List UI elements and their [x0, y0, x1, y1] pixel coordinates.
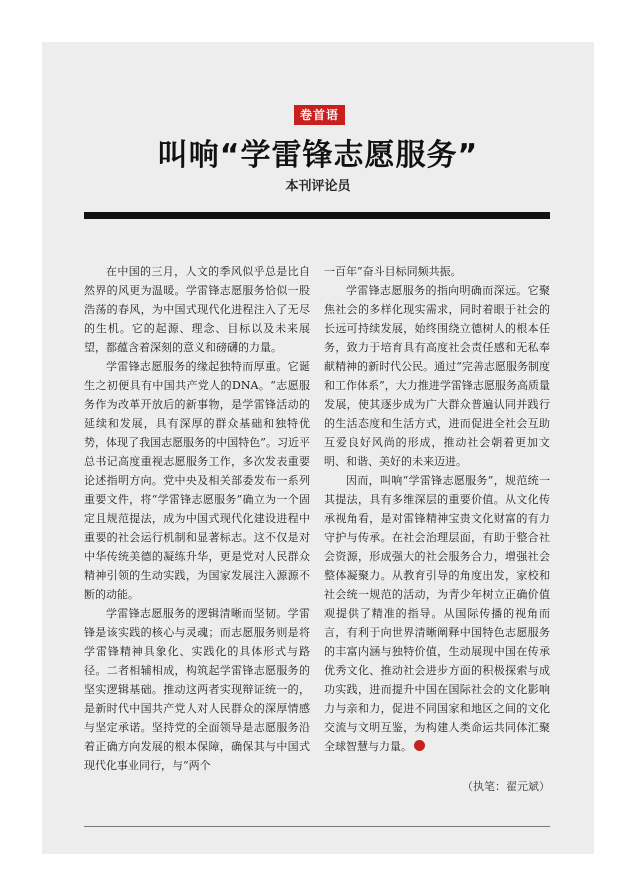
- paragraph-text: 因而，叫响“学雷锋志愿服务”，规范统一其提法，具有多维深层的重要价值。从文化传承视角看，是对雷锋精神宝贵文化财富的有力守护与传承。在社会治理层面，有助于整合社会资源，形成强大的社会服务合力，增强社会整体凝聚力。从教育引导的角度出发，家校和社会统一规范的活动，为青少年树立正确价值观提供了精准的指导。从国际传播的视角而言，有利于向世界清晰阐释中国特色志愿服务的丰富内涵与独特价值，生动展现中国在传承优秀文化、推动社会进步方面的积极探索与成功实践，进而提升中国在国际社会的文化影响力与亲和力，促进不同国家和地区之间的文化交流与文明互鉴，为构建人类命运共同体汇聚全球智慧与力量。: [324, 474, 550, 753]
- paragraph: 学雷锋志愿服务的指向明确而深远。它聚焦社会的多样化现实需求，同时着眼于社会的长远可持续发展，始终围绕立德树人的根本任务，致力于培育具有高度社会责任感和无私奉献精神的新时代公民。通过“完善志愿服务制度和工作体系”，大力推进学雷锋志愿服务高质量发展，使其逐步成为广大群众普遍认同并践行的生活态度和生活方式，进而促进全社会互助互爱良好风尚的形成，推动社会朝着更加文明、和谐、美好的未来迈进。: [324, 284, 550, 468]
- paragraph: 学雷锋志愿服务的缘起独特而厚重。它诞生之初便具有中国共产党人的DNA。“志愿服务作为改革开放后的新事物，是学雷锋活动的延续和发展，具有深厚的群众基础和独特优势，体现了我国志愿服务的中国特色”。习近平总书记高度重视志愿服务工作，多次发表重要论述指明方向。党中央及相关部委发布一系列重要文件，将“学雷锋志愿服务”确立为一个固定且规范提法，成为中国式现代化建设进程中重要的社会运行机制和显著标志。这不仅是对中华传统美德的凝练升华，更是党对人民群众精神引领的生动实践，为国家发展注入源源不断的动能。: [84, 360, 310, 601]
- article-title: 叫响“学雷锋志愿服务”: [157, 138, 479, 173]
- right-column: [324, 262, 550, 756]
- paragraph: [324, 471, 550, 756]
- section-tag: 卷首语: [294, 105, 345, 125]
- byline: 本刊评论员: [285, 179, 351, 194]
- author-credit: （执笔：翟元斌）: [462, 780, 550, 793]
- paragraph-continued: 一百年”奋斗目标同频共振。: [324, 265, 462, 278]
- bottom-rule: [84, 826, 550, 827]
- title-rule: [84, 212, 550, 219]
- end-mark-icon: [414, 740, 425, 751]
- left-column: [84, 262, 310, 775]
- journal-page: [42, 42, 594, 854]
- paragraph: 在中国的三月，人文的季风似乎总是比自然界的风更为温暖。学雷锋志愿服务恰似一股浩荡的春风，为中国式现代化进程注入了无尽的生机。它的起源、理念、目标以及未来展望，都蕴含着深刻的意义和磅礴的力量。: [84, 265, 310, 354]
- paragraph: 学雷锋志愿服务的逻辑清晰而坚韧。学雷锋是该实践的核心与灵魂；而志愿服务则是将学雷锋精神具象化、实践化的具体形式与路径。二者相辅相成，构筑起学雷锋志愿服务的坚实逻辑基础。推动这两者实现辩证统一的，是新时代中国共产党人对人民群众的深厚情感与坚定承诺。坚持党的全面领导是志愿服务沿着正确方向发展的根本保障，确保其与中国式现代化事业同行，与“两个: [84, 607, 310, 772]
